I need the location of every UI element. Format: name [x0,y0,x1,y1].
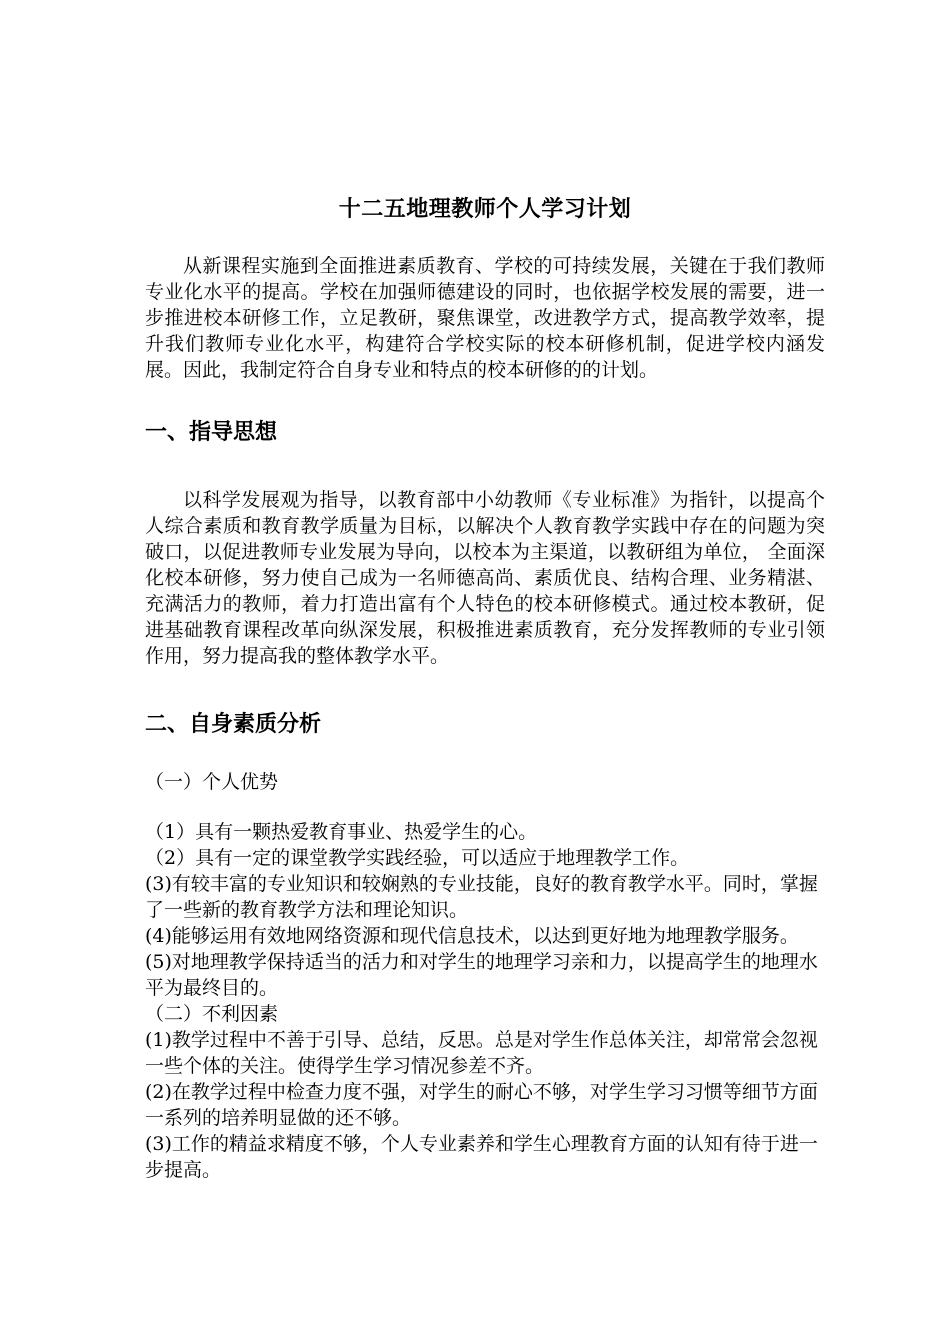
disadvantage-item: (3)工作的精益求精度不够，个人专业素养和学生心理教育方面的认知有待于进一步提高。 [145,1133,818,1181]
disadvantage-item: (2)在教学过程中检查力度不强，对学生的耐心不够，对学生学习习惯等细节方面一系列的培养明显做的还不够。 [145,1081,818,1129]
disadvantage-item: (1)教学过程中不善于引导、总结，反思。总是对学生作总体关注，却常常会忽视一些个体的关注。使得学生学习情况参差不齐。 [145,1029,818,1077]
guiding-ideology-paragraph: 以科学发展观为指导，以教育部中小幼教师《专业标准》为指针，以提高个人综合素质和教育教学质量为目标，以解决个人教育教学实践中存在的问题为突破口，以促进教师专业发展为导向，以校本为主渠道，以教研组为单位， 全面深化校本研修，努力使自己成为一名师德高尚、素质优良、结构合理、业务精湛、充满活力的教师，着力打造出富有个人特色的校本研修模式。通过校本教研，促进基础教育课程改革向纵深发展，积极推进素质教育，充分发挥教师的专业引领作用，努力提高我的整体教学水平。 [145,489,825,667]
subsection-title-advantages: （一）个人优势 [145,771,279,793]
advantage-item: (3)有较丰富的专业知识和较娴熟的专业技能，良好的教育教学水平。同时，掌握了一些新的教育教学方法和理论知识。 [145,873,818,921]
section-heading-self-analysis: 二、自身素质分析 [145,711,322,737]
advantage-item: （1）具有一颗热爱教育事业、热爱学生的心。 [145,821,538,843]
intro-paragraph: 从新课程实施到全面推进素质教育、学校的可持续发展，关键在于我们教师专业化水平的提高。学校在加强师德建设的同时，也依据学校发展的需要，进一步推进校本研修工作，立足教研，聚焦课堂，改进教学方式，提高教学效率，提升我们教师专业化水平，构建符合学校实际的校本研修机制，促进学校内涵发展。因此，我制定符合自身专业和特点的校本研修的的计划。 [145,255,825,381]
subsection-title-disadvantages: （二）不利因素 [145,1003,279,1025]
advantage-item: (4)能够运用有效地网络资源和现代信息技术，以达到更好地为地理教学服务。 [145,925,799,947]
advantage-item: (5)对地理教学保持适当的活力和对学生的地理学习亲和力，以提高学生的地理水平为最终目的。 [145,951,818,999]
advantage-item: （2）具有一定的课堂教学实践经验，可以适应于地理教学工作。 [145,847,690,869]
document-body [145,193,825,1183]
document-title: 十二五地理教师个人学习计划 [338,196,632,222]
section-heading-guiding-ideology: 一、指导思想 [145,419,278,445]
